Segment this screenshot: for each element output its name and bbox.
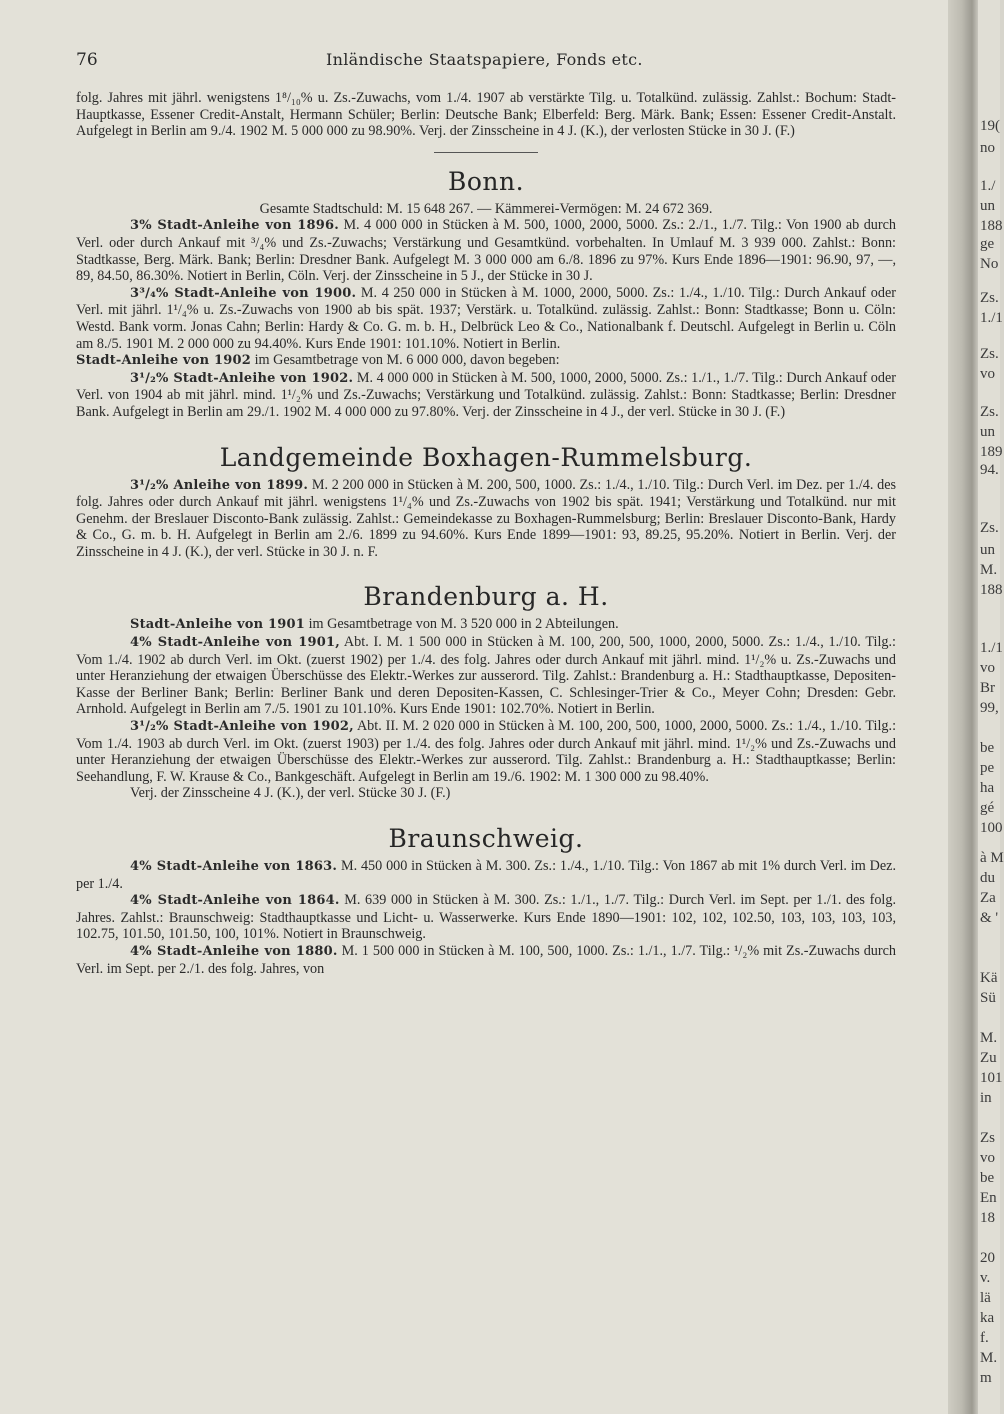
- adjacent-page-fragment: 18: [980, 1210, 995, 1226]
- adjacent-page-fragment: à M: [980, 850, 1004, 866]
- adjacent-page-fragment: no: [980, 140, 995, 156]
- separator-line: [434, 152, 538, 153]
- braunschweig-entry-1880-heading: 4% Stadt-Anleihe von 1880.: [130, 943, 338, 959]
- adjacent-page-fragment: Zs: [980, 1130, 995, 1146]
- brandenburg-entry-1901-total-heading: Stadt-Anleihe von 1901: [130, 617, 306, 633]
- adjacent-page-fragment: M.: [980, 562, 998, 578]
- adjacent-page-fragment: be: [980, 1170, 995, 1186]
- bonn-entry-1902-text: M. 4 000 000 in Stücken à M. 500, 1000, 2000, 5000. Zs.: 1./1., 1./7. Tilg.: Durch Ankauf oder Verl. von 1904 ab mit jährl. mind. 1¹/₂% und Zs.-Zuwachs; Verstärkung und Totalkünd. zulässig. Zahlst.: Bonn: Stadtkasse; Berlin: Dresdner Bank. Aufgelegt in Berlin am 29./1. 1902 M. 4 000 000 zu 97.80%. Verj. der Zinsscheine in 4 J., der verl. Stücke in 30 J. (F.): [76, 369, 897, 420]
- adjacent-page-fragment: du: [980, 870, 995, 886]
- bonn-entry-1900: [76, 285, 896, 352]
- brandenburg-entry-1901-total: [76, 616, 896, 634]
- section-title-braunschweig: Braunschweig.: [388, 824, 584, 853]
- adjacent-page-fragment: 188: [980, 582, 1003, 598]
- adjacent-page-fragment: vo: [980, 660, 995, 676]
- brandenburg-entry-1902-heading: 3¹/₂% Stadt-Anleihe von 1902,: [130, 719, 354, 735]
- adjacent-page-fragment: ka: [980, 1310, 995, 1326]
- adjacent-page-fragment: ha: [980, 780, 995, 796]
- boxhagen-entry-1899-heading: 3¹/₂% Anleihe von 1899.: [130, 477, 309, 493]
- bonn-entry-1896-text: M. 4 000 000 in Stücken à M. 500, 1000, 2000, 5000. Zs.: 2./1., 1./7. Tilg.: Von 1900 ab durch Verl. oder durch Ankauf mit ³/₄% und Zs.-Zuwachs; Verstärkung und Gesamtkünd. vorbehalten. In Umlauf M. 3 939 000. Zahlst.: Bonn: Stadtkasse, Berg. Märk. Bank; Berlin: Dresdner Bank. Aufgelegt M. 3 000 000 am 6./8. 1896 zu 97%. Kurs Ende 1896—1901: 96.90, 97, —, 89, 84.50, 86.30%. Notiert in Berlin, Cöln. Verj. der Zinsscheine in 5 J., der Stücke in 30 J.: [76, 217, 897, 285]
- adjacent-page-fragment: Sü: [980, 990, 996, 1006]
- bonn-entry-1902-total: [76, 352, 896, 370]
- adjacent-page-fragment: 101: [980, 1070, 1003, 1086]
- adjacent-page-fragment: Zs.: [980, 346, 999, 362]
- adjacent-page-fragment: Zs.: [980, 404, 999, 420]
- adjacent-page-fragment: 188: [980, 218, 1003, 234]
- adjacent-page-fragment: pe: [980, 760, 995, 776]
- adjacent-page-fragment: un: [980, 198, 995, 214]
- adjacent-page-fragment: No: [980, 256, 999, 272]
- adjacent-page-fragment: Br: [980, 680, 995, 696]
- adjacent-page-fragment: v.: [980, 1270, 991, 1286]
- boxhagen-entry-1899-text: M. 2 200 000 in Stücken à M. 200, 500, 1000. Zs.: 1./4., 1./10. Tilg.: Durch Verl. im Dez. per 1./4. des folg. Jahres oder durch Ankauf mit jährl. wenigstens 1¹/₄% und Zs.-Zuwachs von 1902 bis spät. 1941; Verstärkung und Totalkünd. nur mit Genehm. der Breslauer Disconto-Bank zulässig. Zahlst.: Gemeindekasse zu Boxhagen-Rummelsburg; Berlin: Breslauer Disconto-Bank, Hardy & Co., G. m. b. H. Aufgelegt in Berlin am 2./6. 1899 zu 94.60%. Kurs Ende 1899—1901: 93, 89.25, 95.20%. Notiert in Berlin. Verj. der Zinsscheine in 4 J. (K.), der verl. Stücke in 30 J. n. F.: [76, 476, 897, 560]
- bonn-summary: Gesamte Stadtschuld: M. 15 648 267. — Kämmerei-Vermögen: M. 24 672 369.: [259, 200, 713, 217]
- adjacent-page-fragment: be: [980, 740, 995, 756]
- brandenburg-entry-1901: [76, 634, 896, 718]
- brandenburg-entry-1901-total-text: im Gesamtbetrage von M. 3 520 000 in 2 Abteilungen.: [308, 616, 619, 633]
- running-title: Inländische Staatspapiere, Fonds etc.: [326, 50, 643, 69]
- book-gutter: [948, 0, 978, 1414]
- adjacent-page-fragment: 19(: [980, 118, 1000, 134]
- brandenburg-entry-1901-text: Abt. I. M. 1 500 000 in Stücken à M. 100, 200, 500, 1000, 2000, 5000. Zs.: 1./4., 1./10. Tilg.: Vom 1./4. 1902 ab durch Verl. im Okt. (zuerst 1902) per 1./4. des folg. Jahres oder durch Ankauf mit jährl. mind. 1¹/₂% u. Zs.-Zuwachs und unter Heranziehung der etwaigen Überschüsse des Elektr.-Werkes zur ausserord. Tilg. Zahlst.: Brandenburg a. H.: Stadthauptkasse, Depositen-Kasse der Berliner Bank; Berlin: Berliner Bank und deren Depositen-Kassen, C. Schlesinger-Trier & Co., Meyer Cohn; Dresden: Gebr. Arnhold. Aufgelegt in Berlin am 7./5. 1901 zu 101.10%. Kurs Ende 1901: 102.70%. Notiert in Berlin.: [76, 634, 896, 718]
- adjacent-page-fragment: Zs.: [980, 290, 999, 306]
- spacer: [76, 560, 896, 576]
- section-title-boxhagen: Landgemeinde Boxhagen-Rummelsburg.: [219, 442, 753, 472]
- section-title-brandenburg: Brandenburg a. H.: [363, 582, 609, 612]
- adjacent-page-fragment: un: [980, 542, 995, 558]
- adjacent-page-fragment: f.: [980, 1330, 989, 1346]
- brandenburg-entry-1902: [76, 718, 896, 785]
- adjacent-page-fragment: Kä: [980, 970, 998, 986]
- adjacent-page-fragment: gé: [980, 800, 995, 816]
- adjacent-page-fragment: 100: [980, 820, 1003, 836]
- braunschweig-entry-1863-heading: 4% Stadt-Anleihe von 1863.: [130, 859, 338, 874]
- adjacent-page-fragment: 1./1: [980, 640, 1003, 656]
- adjacent-page-fragment: un: [980, 424, 995, 440]
- bonn-entry-1902-total-heading: Stadt-Anleihe von 1902: [76, 353, 252, 369]
- adjacent-page-fragment: En: [980, 1190, 997, 1206]
- boxhagen-entry-1899: [76, 477, 896, 561]
- adjacent-page-fragment: m: [980, 1370, 992, 1386]
- adjacent-page-fragment: & ': [980, 910, 999, 926]
- adjacent-page-fragment: Zs.: [980, 520, 999, 536]
- braunschweig-entry-1880: [76, 943, 896, 977]
- bonn-entry-1900-text: M. 4 250 000 in Stücken à M. 1000, 2000, 5000. Zs.: 1./4., 1./10. Tilg.: Durch Ankauf oder Verl. mit jährl. 1¹/₄% u. Zs.-Zuwachs von 1900 ab bis spät. 1937; Verstärk. u. Totalkünd. zulässig. Zahlst.: Bonn: Stadtkasse; Bonn u. Cöln: Westd. Bank vorm. Jonas Cahn; Berlin: Hardy & Co. G. m. b. H., Delbrück Leo & Co., Nationalbank f. Deutschl. Aufgelegt in Berlin u. Cöln am 8./5. 1901 M. 2 000 000 zu 94.40%. Kurs Ende 1901: 101.10%. Notiert in Berlin.: [76, 284, 896, 352]
- adjacent-page-fragment: 1./: [980, 178, 996, 194]
- bonn-entry-1902-heading: 3¹/₂% Stadt-Anleihe von 1902.: [130, 370, 354, 386]
- adjacent-page-fragment: M.: [980, 1350, 998, 1366]
- brandenburg-entry-1902-text: Abt. II. M. 2 020 000 in Stücken à M. 100, 200, 500, 1000, 2000, 5000. Zs.: 1./4., 1./10. Tilg.: Vom 1./4. 1903 ab durch Verl. im Okt. (zuerst 1903) per 1./4. des folg. Jahres oder durch Ankauf mit jährl. mind. 1¹/₂% und Zs.-Zuwachs und unter Heranziehung der etwaigen Überschüsse des Elektr.-Werkes zur ausserord. Tilg. Zahlst.: Brandenburg a. H.: Stadthauptkasse; Berlin: Seehandlung, F. W. Krause & Co., Bankgeschäft. Aufgelegt in Berlin am 19./6. 1902: M. 1 300 000 zu 98.40%.: [76, 718, 897, 785]
- adjacent-page-fragment: lä: [980, 1290, 991, 1306]
- bonn-entry-1902-total-text: im Gesamtbetrage von M. 6 000 000, davon begeben:: [254, 352, 560, 369]
- braunschweig-entry-1864-heading: 4% Stadt-Anleihe von 1864.: [130, 893, 340, 909]
- braunschweig-entry-1880-text: M. 1 500 000 in Stücken à M. 100, 500, 1000. Zs.: 1./1., 1./7. Tilg.: ¹/₂% mit Zs.-Zuwachs durch Verl. im Sept. per 2./1. des folg. Jahres, von: [76, 942, 897, 977]
- bonn-entry-1896-heading: 3% Stadt-Anleihe von 1896.: [130, 218, 339, 234]
- spacer: [76, 802, 896, 818]
- adjacent-page-fragment: 20: [980, 1250, 995, 1266]
- adjacent-page-edge: [978, 0, 1004, 1414]
- brandenburg-entry-1901-heading: 4% Stadt-Anleihe von 1901,: [130, 635, 340, 651]
- bonn-entry-1902: [76, 370, 896, 421]
- page-header: [76, 50, 896, 72]
- section-title-bonn: Bonn.: [447, 166, 525, 196]
- adjacent-page-fragment: vo: [980, 1150, 995, 1166]
- adjacent-page-fragment: Zu: [980, 1050, 997, 1066]
- adjacent-page-fragment: 99,: [980, 700, 999, 716]
- braunschweig-entry-1863: [76, 858, 896, 892]
- bonn-entry-1900-heading: 3³/₄% Stadt-Anleihe von 1900.: [130, 285, 357, 301]
- page-content: [76, 90, 896, 977]
- intro-paragraph: folg. Jahres mit jährl. wenigstens 1⁸/₁₀% u. Zs.-Zuwachs, vom 1./4. 1907 ab verstärkte Tilg. u. Totalkünd. zulässig. Zahlst.: Bochum: Stadt-Hauptkasse, Essener Credit-Anstalt, Hermann Schüler; Berlin: Deutsche Bank; Elberfeld: Berg. Märk. Bank; Essen: Essener Credit-Anstalt. Aufgelegt in Berlin am 9./4. 1902 M. 5 000 000 zu 98.90%. Verj. der Zinsscheine in 4 J. (K.), der verlosten Stücke in 30 J. (F.): [76, 90, 896, 140]
- adjacent-page-fragment: ge: [980, 236, 995, 252]
- spacer: [76, 421, 896, 437]
- braunschweig-entry-1864-text: M. 639 000 in Stücken à M. 300. Zs.: 1./1., 1./7. Tilg.: Durch Verl. im Sept. per 1./1. des folg. Jahres. Zahlst.: Braunschweig: Stadthauptkasse und Licht- u. Wasserwerke. Kurs Ende 1890—1901: 102, 102, 102.50, 103, 103, 103, 103, 102.75, 101.50, 101.50, 100, 101%. Notiert in Braunschweig.: [76, 892, 896, 943]
- adjacent-page-fragment: vo: [980, 366, 995, 382]
- bonn-entry-1896: [76, 217, 896, 284]
- adjacent-page-fragment: 94.: [980, 462, 999, 478]
- adjacent-page-fragment: Za: [980, 890, 996, 906]
- adjacent-page-fragment: M.: [980, 1030, 998, 1046]
- braunschweig-entry-1863-text: M. 450 000 in Stücken à M. 300. Zs.: 1./4., 1./10. Tilg.: Von 1867 ab mit 1% durch Verl. im Dez. per 1./4.: [76, 858, 896, 892]
- adjacent-page-fragment: 1./1: [980, 310, 1003, 326]
- adjacent-page-fragment: in: [980, 1090, 992, 1106]
- braunschweig-entry-1864: [76, 892, 896, 943]
- brandenburg-entry-1902-tail: Verj. der Zinsscheine 4 J. (K.), der verl. Stücke 30 J. (F.): [130, 785, 451, 802]
- adjacent-page-fragment: 189: [980, 444, 1003, 460]
- page-number: 76: [76, 50, 98, 70]
